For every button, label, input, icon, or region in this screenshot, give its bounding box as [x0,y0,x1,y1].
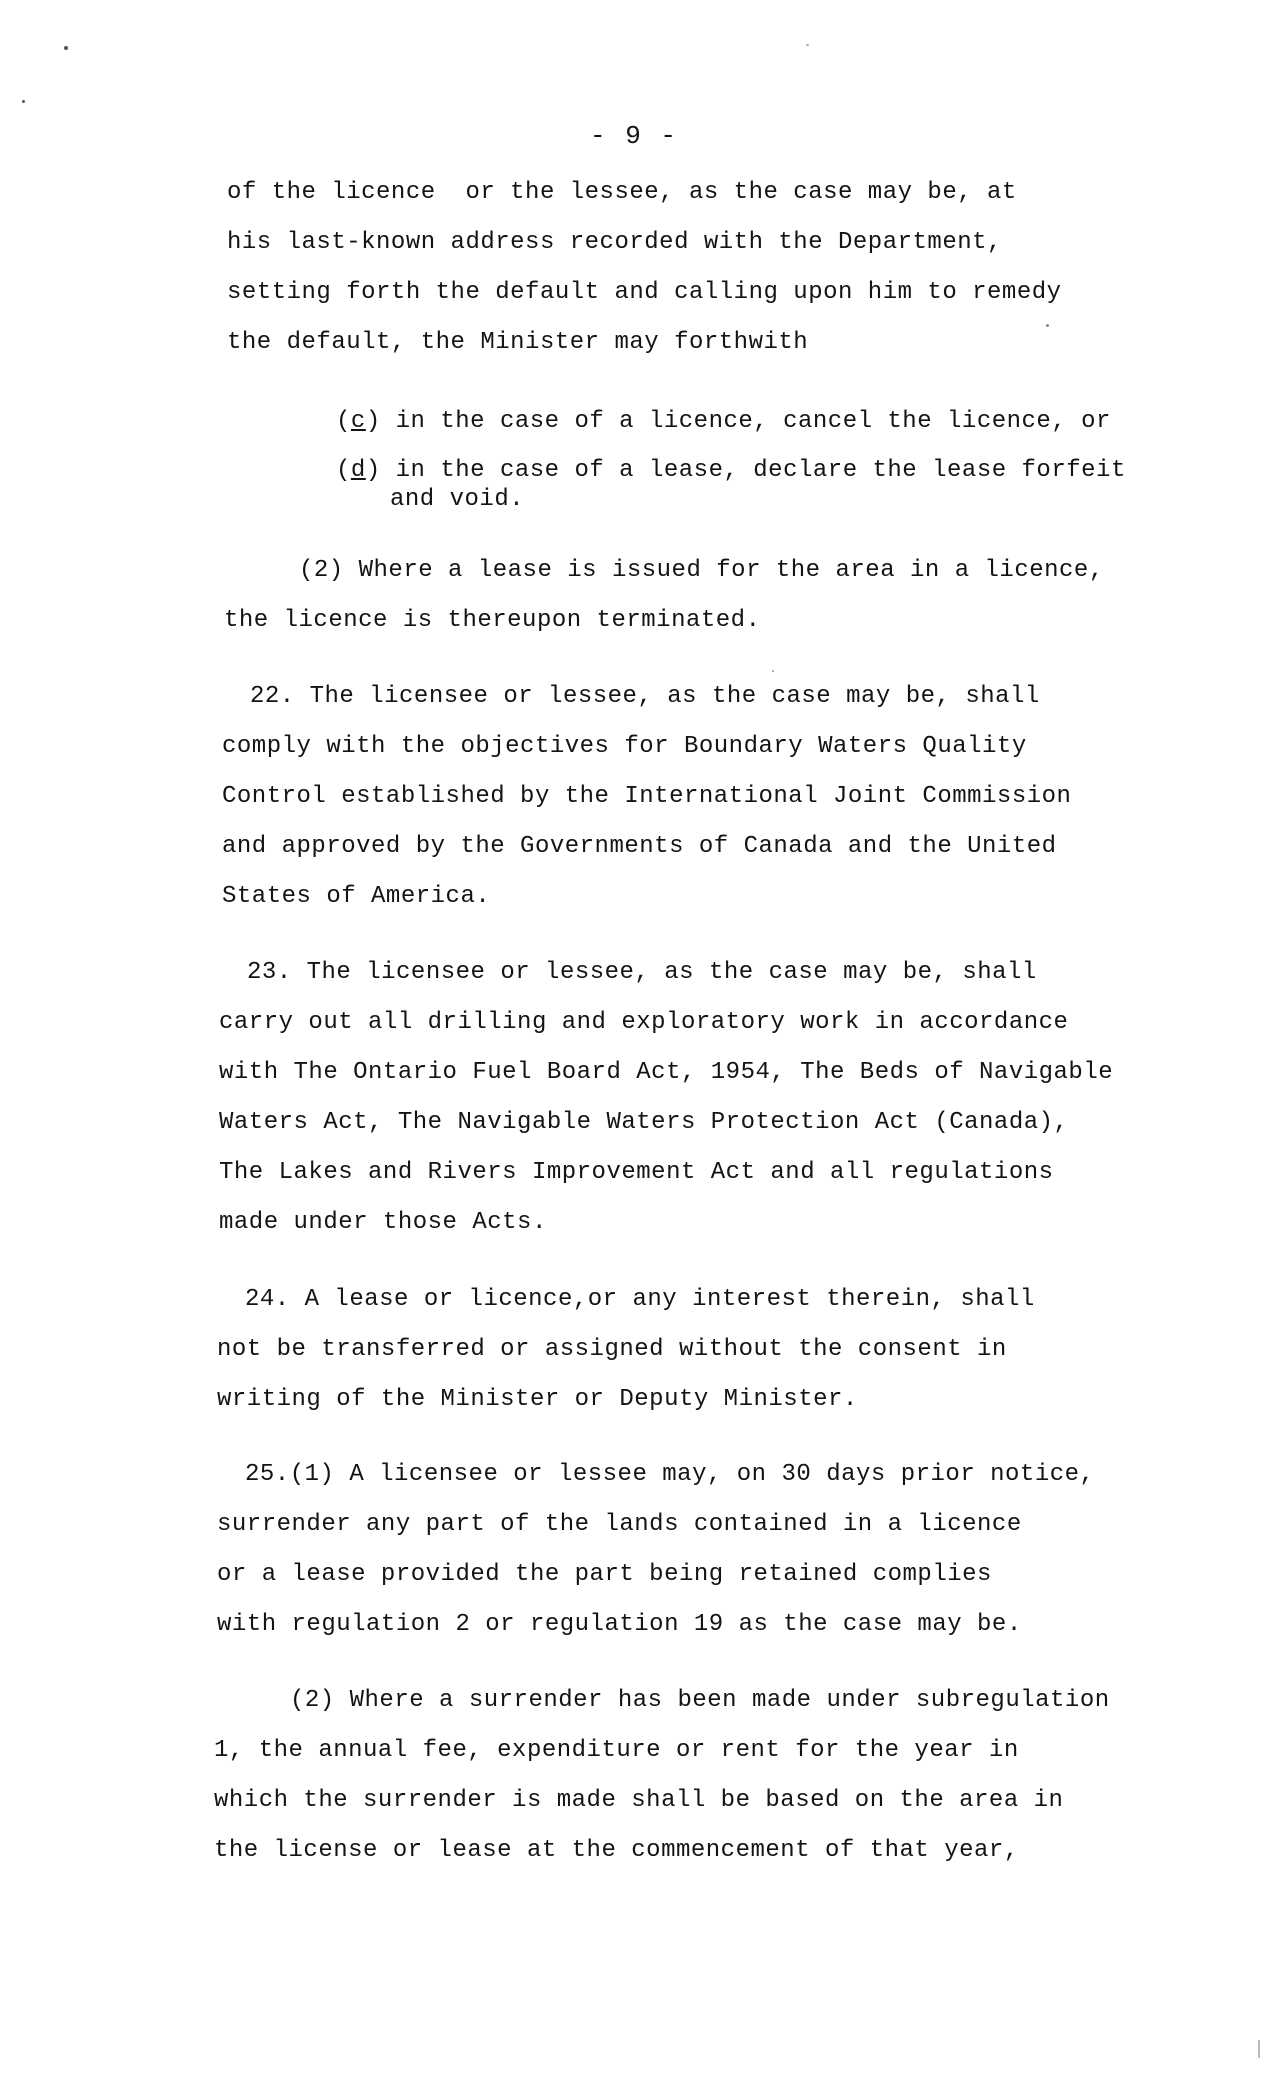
body-line: 23. The licensee or lessee, as the case may be, shall [247,959,1037,986]
list-item-d-continuation: and void. [390,486,525,513]
body-line: surrender any part of the lands contained in a licence [217,1511,1022,1538]
body-line: comply with the objectives for Boundary Waters Quality [222,733,1027,760]
scan-speck [1258,2040,1260,2058]
scan-speck [772,670,774,672]
body-line: made under those Acts. [219,1209,547,1236]
page-number: - 9 - [589,121,678,151]
body-line: the licence is thereupon terminated. [224,607,761,634]
body-line: of the licence or the lessee, as the case may be, at [227,179,1017,206]
body-line: writing of the Minister or Deputy Minister. [217,1386,858,1413]
body-line: with The Ontario Fuel Board Act, 1954, The Beds of Navigable [219,1059,1114,1086]
body-line: or a lease provided the part being retained complies [217,1561,992,1588]
scan-speck [22,100,25,103]
body-line: (2) Where a lease is issued for the area in a licence, [299,557,1104,584]
scan-speck [1046,324,1049,327]
body-line: not be transferred or assigned without the consent in [217,1336,1007,1363]
scan-speck [64,46,68,50]
body-line: The Lakes and Rivers Improvement Act and all regulations [219,1159,1054,1186]
body-line: setting forth the default and calling upon him to remedy [227,279,1062,306]
item-text: in the case of a licence, cancel the licence, or [395,408,1111,435]
body-line: Waters Act, The Navigable Waters Protection Act (Canada), [219,1109,1069,1136]
item-marker: c [350,408,366,435]
body-line: carry out all drilling and exploratory work in accordance [219,1009,1069,1036]
list-item-d: (d) in the case of a lease, declare the lease forfeit [336,457,1126,484]
body-line: 22. The licensee or lessee, as the case may be, shall [250,683,1040,710]
body-line: his last-known address recorded with the Department, [227,229,1002,256]
body-line: 1, the annual fee, expenditure or rent for the year in [214,1737,1019,1764]
body-line: the license or lease at the commencement of that year, [214,1837,1019,1864]
list-item-c: (c) in the case of a licence, cancel the licence, or [336,408,1111,435]
body-line: and approved by the Governments of Canada and the United [222,833,1057,860]
scan-speck [806,44,809,46]
item-text: in the case of a lease, declare the lease forfeit [395,457,1126,484]
body-line: Control established by the International Joint Commission [222,783,1072,810]
body-line: with regulation 2 or regulation 19 as the case may be. [217,1611,1022,1638]
item-marker: d [350,457,366,484]
body-line: 24. A lease or licence,or any interest therein, shall [245,1286,1035,1313]
body-line: 25.(1) A licensee or lessee may, on 30 days prior notice, [245,1461,1095,1488]
body-line: States of America. [222,883,491,910]
body-line: which the surrender is made shall be based on the area in [214,1787,1064,1814]
body-line: the default, the Minister may forthwith [227,329,809,356]
body-line: (2) Where a surrender has been made under subregulation [290,1687,1110,1714]
